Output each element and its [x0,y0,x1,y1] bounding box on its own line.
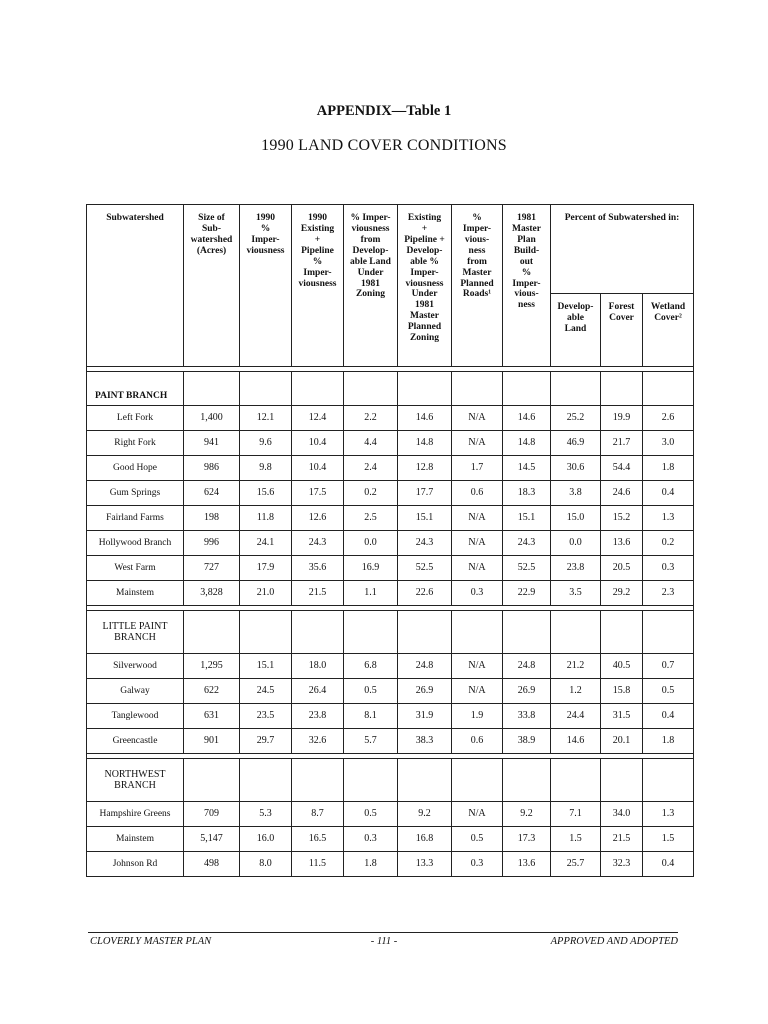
cell-imp1990: 9.8 [240,456,292,481]
cell-buildout: 13.6 [503,852,551,877]
cell-from-dev: 8.1 [344,704,398,729]
cell-existing: 10.4 [292,431,344,456]
cell-from-dev: 0.5 [344,679,398,704]
cell-size: 986 [184,456,240,481]
cell-roads: N/A [452,556,503,581]
cell-forest: 20.5 [601,556,643,581]
cell-wetland: 0.2 [643,531,694,556]
cell-exist-dev: 14.6 [398,406,452,431]
cell-forest: 54.4 [601,456,643,481]
cell-developable: 21.2 [551,654,601,679]
cell-existing: 10.4 [292,456,344,481]
cell-from-dev: 0.2 [344,481,398,506]
section-empty-cell [601,372,643,406]
cell-imp1990: 9.6 [240,431,292,456]
section-empty-cell [452,372,503,406]
section-empty-cell [184,372,240,406]
cell-name: Right Fork [87,431,184,456]
footer-rule [88,932,678,933]
cell-name: Galway [87,679,184,704]
cell-exist-dev: 17.7 [398,481,452,506]
header-developable-land: Develop- able Land [551,294,601,367]
table-body [87,367,694,877]
cell-roads: N/A [452,431,503,456]
cell-name: Silverwood [87,654,184,679]
cell-size: 498 [184,852,240,877]
cell-exist-dev: 12.8 [398,456,452,481]
header-wetland-cover: Wetland Cover² [643,294,694,367]
cell-developable: 1.2 [551,679,601,704]
cell-imp1990: 24.5 [240,679,292,704]
cell-size: 727 [184,556,240,581]
cell-imp1990: 15.6 [240,481,292,506]
cell-exist-dev: 26.9 [398,679,452,704]
cell-roads: N/A [452,654,503,679]
header-subwatershed: Subwatershed [87,205,184,367]
cell-wetland: 0.5 [643,679,694,704]
section-empty-cell [240,759,292,802]
cell-roads: N/A [452,406,503,431]
cell-size: 1,295 [184,654,240,679]
table-row [87,481,694,506]
cell-imp1990: 8.0 [240,852,292,877]
cell-roads: 1.7 [452,456,503,481]
cell-imp1990: 16.0 [240,827,292,852]
cell-developable: 30.6 [551,456,601,481]
cell-forest: 20.1 [601,729,643,754]
cell-buildout: 38.9 [503,729,551,754]
table-row [87,827,694,852]
cell-developable: 23.8 [551,556,601,581]
table-row [87,729,694,754]
cell-buildout: 14.5 [503,456,551,481]
cell-wetland: 0.4 [643,704,694,729]
cell-name: Tanglewood [87,704,184,729]
cell-wetland: 1.5 [643,827,694,852]
cell-developable: 3.8 [551,481,601,506]
cell-buildout: 18.3 [503,481,551,506]
cell-wetland: 3.0 [643,431,694,456]
cell-buildout: 14.6 [503,406,551,431]
section-empty-cell [452,759,503,802]
cell-from-dev: 16.9 [344,556,398,581]
header-imperviousness-from-roads: % Imper- vious- ness from Master Planned Roads¹ [452,205,503,367]
section-empty-cell [398,372,452,406]
cell-size: 624 [184,481,240,506]
table-row [87,531,694,556]
cell-developable: 25.2 [551,406,601,431]
cell-buildout: 24.8 [503,654,551,679]
cell-wetland: 0.4 [643,852,694,877]
cell-roads: 0.6 [452,729,503,754]
cell-roads: 0.6 [452,481,503,506]
section-empty-cell [643,611,694,654]
footer-status: APPROVED AND ADOPTED [550,936,678,947]
cell-developable: 25.7 [551,852,601,877]
cell-existing: 24.3 [292,531,344,556]
cell-imp1990: 21.0 [240,581,292,606]
cell-name: West Farm [87,556,184,581]
cell-name: Hollywood Branch [87,531,184,556]
cell-exist-dev: 14.8 [398,431,452,456]
cell-wetland: 0.3 [643,556,694,581]
cell-exist-dev: 15.1 [398,506,452,531]
cell-from-dev: 2.4 [344,456,398,481]
cell-forest: 40.5 [601,654,643,679]
cell-from-dev: 0.3 [344,827,398,852]
cell-roads: N/A [452,802,503,827]
cell-existing: 18.0 [292,654,344,679]
table-row [87,704,694,729]
cell-exist-dev: 24.8 [398,654,452,679]
cell-existing: 17.5 [292,481,344,506]
cell-existing: 11.5 [292,852,344,877]
header-existing-pipeline-developable: Existing + Pipeline + Develop- able % Imper- viousness Under 1981 Master Planned Zoning [398,205,452,367]
section-empty-cell [344,759,398,802]
cell-existing: 8.7 [292,802,344,827]
cell-forest: 34.0 [601,802,643,827]
cell-imp1990: 11.8 [240,506,292,531]
table-title: 1990 LAND COVER CONDITIONS [261,137,507,154]
cell-forest: 21.7 [601,431,643,456]
cell-buildout: 14.8 [503,431,551,456]
cell-developable: 15.0 [551,506,601,531]
cell-buildout: 24.3 [503,531,551,556]
land-cover-table [86,204,694,877]
cell-roads: N/A [452,506,503,531]
header-size: Size of Sub- watershed (Acres) [184,205,240,367]
header-existing-pipeline: 1990 Existing + Pipeline % Imper- viousness [292,205,344,367]
table-row [87,506,694,531]
cell-exist-dev: 16.8 [398,827,452,852]
section-empty-cell [503,372,551,406]
cell-wetland: 2.6 [643,406,694,431]
cell-developable: 7.1 [551,802,601,827]
cell-developable: 1.5 [551,827,601,852]
table-row [87,556,694,581]
cell-name: Mainstem [87,581,184,606]
section-empty-cell [601,611,643,654]
cell-buildout: 26.9 [503,679,551,704]
cell-size: 1,400 [184,406,240,431]
cell-wetland: 1.3 [643,506,694,531]
cell-name: Hampshire Greens [87,802,184,827]
cell-size: 5,147 [184,827,240,852]
section-empty-cell [551,759,601,802]
section-empty-cell [344,611,398,654]
cell-size: 941 [184,431,240,456]
cell-wetland: 1.8 [643,456,694,481]
cell-imp1990: 24.1 [240,531,292,556]
section-empty-cell [292,759,344,802]
section-empty-cell [503,759,551,802]
header-forest-cover: Forest Cover [601,294,643,367]
section-empty-cell [398,611,452,654]
cell-name: Mainstem [87,827,184,852]
section-empty-cell [551,372,601,406]
table-row [87,431,694,456]
cell-from-dev: 6.8 [344,654,398,679]
cell-forest: 19.9 [601,406,643,431]
section-empty-cell [601,759,643,802]
cell-imp1990: 17.9 [240,556,292,581]
section-empty-cell [292,611,344,654]
cell-size: 709 [184,802,240,827]
cell-size: 198 [184,506,240,531]
cell-size: 3,828 [184,581,240,606]
header-buildout: 1981 Master Plan Build- out % Imper- vious- ness [503,205,551,367]
cell-from-dev: 5.7 [344,729,398,754]
cell-existing: 35.6 [292,556,344,581]
appendix-heading: APPENDIX—Table 1 [316,103,452,119]
cell-imp1990: 23.5 [240,704,292,729]
cell-from-dev: 1.1 [344,581,398,606]
section-empty-cell [643,372,694,406]
cell-wetland: 2.3 [643,581,694,606]
cell-imp1990: 5.3 [240,802,292,827]
cell-exist-dev: 13.3 [398,852,452,877]
cell-forest: 29.2 [601,581,643,606]
cell-exist-dev: 31.9 [398,704,452,729]
section-empty-cell [344,372,398,406]
header-imperviousness-from-developable: % Imper- viousness from Develop- able Land Under 1981 Zoning [344,205,398,367]
cell-imp1990: 29.7 [240,729,292,754]
table-row [87,581,694,606]
cell-from-dev: 4.4 [344,431,398,456]
cell-roads: 1.9 [452,704,503,729]
cell-imp1990: 15.1 [240,654,292,679]
cell-roads: 0.3 [452,581,503,606]
section-name: PAINT BRANCH [87,372,184,406]
cell-existing: 21.5 [292,581,344,606]
cell-buildout: 52.5 [503,556,551,581]
cell-name: Gum Springs [87,481,184,506]
footer-page-number: - 111 - [370,936,398,947]
section-empty-cell [184,611,240,654]
cell-existing: 12.6 [292,506,344,531]
cell-name: Johnson Rd [87,852,184,877]
cell-existing: 32.6 [292,729,344,754]
section-empty-cell [551,611,601,654]
table-row [87,679,694,704]
cell-forest: 32.3 [601,852,643,877]
cell-imp1990: 12.1 [240,406,292,431]
cell-roads: 0.3 [452,852,503,877]
cell-buildout: 33.8 [503,704,551,729]
cell-buildout: 15.1 [503,506,551,531]
cell-exist-dev: 22.6 [398,581,452,606]
cell-exist-dev: 52.5 [398,556,452,581]
section-empty-cell [398,759,452,802]
cell-developable: 0.0 [551,531,601,556]
cell-developable: 3.5 [551,581,601,606]
cell-roads: N/A [452,679,503,704]
cell-wetland: 1.3 [643,802,694,827]
section-empty-cell [184,759,240,802]
cell-size: 901 [184,729,240,754]
cell-from-dev: 2.5 [344,506,398,531]
section-name: NORTHWEST BRANCH [87,759,184,802]
cell-name: Greencastle [87,729,184,754]
cell-name: Good Hope [87,456,184,481]
cell-exist-dev: 24.3 [398,531,452,556]
cell-existing: 12.4 [292,406,344,431]
cell-wetland: 0.7 [643,654,694,679]
cell-wetland: 0.4 [643,481,694,506]
cell-from-dev: 0.0 [344,531,398,556]
cell-forest: 21.5 [601,827,643,852]
table-row [87,406,694,431]
cell-developable: 14.6 [551,729,601,754]
cell-forest: 31.5 [601,704,643,729]
cell-from-dev: 2.2 [344,406,398,431]
cell-size: 996 [184,531,240,556]
table-row [87,802,694,827]
cell-existing: 23.8 [292,704,344,729]
cell-size: 631 [184,704,240,729]
cell-buildout: 17.3 [503,827,551,852]
header-imperviousness-1990: 1990 % Imper- viousness [240,205,292,367]
section-empty-cell [643,759,694,802]
cell-existing: 16.5 [292,827,344,852]
cell-forest: 15.2 [601,506,643,531]
cell-buildout: 9.2 [503,802,551,827]
section-empty-cell [452,611,503,654]
section-name: LITTLE PAINT BRANCH [87,611,184,654]
cell-forest: 15.8 [601,679,643,704]
section-row [87,611,694,654]
cell-roads: N/A [452,531,503,556]
section-empty-cell [240,611,292,654]
cell-exist-dev: 38.3 [398,729,452,754]
section-empty-cell [292,372,344,406]
cell-name: Left Fork [87,406,184,431]
footer-document-name: CLOVERLY MASTER PLAN [90,936,212,947]
cell-developable: 46.9 [551,431,601,456]
page-footer [90,936,678,950]
section-empty-cell [240,372,292,406]
section-empty-cell [503,611,551,654]
cell-forest: 13.6 [601,531,643,556]
cell-buildout: 22.9 [503,581,551,606]
cell-roads: 0.5 [452,827,503,852]
cell-forest: 24.6 [601,481,643,506]
table-row [87,852,694,877]
table-row [87,654,694,679]
cell-existing: 26.4 [292,679,344,704]
cell-size: 622 [184,679,240,704]
cell-from-dev: 1.8 [344,852,398,877]
section-row [87,372,694,406]
cell-from-dev: 0.5 [344,802,398,827]
section-row [87,759,694,802]
cell-wetland: 1.8 [643,729,694,754]
cell-exist-dev: 9.2 [398,802,452,827]
header-percent-group: Percent of Subwatershed in: [551,205,694,294]
cell-name: Fairland Farms [87,506,184,531]
cell-developable: 24.4 [551,704,601,729]
table-row [87,456,694,481]
